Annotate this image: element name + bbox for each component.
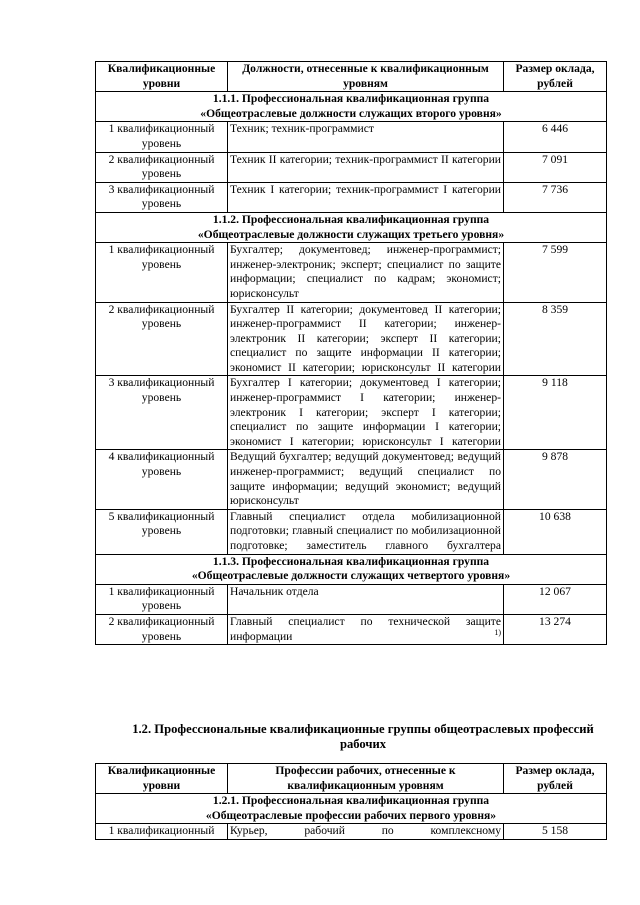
level-cell: 2 квалификационный уровень xyxy=(96,614,228,644)
table-row xyxy=(96,509,607,554)
level-cell: 3 квалификационный уровень xyxy=(96,182,228,212)
positions-cell: Ведущий бухгалтер; ведущий документовед; ведущий инженер-программист; ведущий специалист по защите информации; ведущий экономист; ведущий юрисконсульт xyxy=(228,450,504,509)
level-cell: 1 квалификационный уровень xyxy=(96,584,228,614)
positions-cell: Техник; техник-программист xyxy=(228,122,504,152)
salary-cell: 8 359 xyxy=(504,302,607,376)
table-row xyxy=(96,614,607,644)
salary-cell: 9 878 xyxy=(504,450,607,509)
table-header-row xyxy=(96,62,607,92)
group-title: 1.1.3. Профессиональная квалификационная группа «Общеотраслевые должности служащих четвертого уровня» xyxy=(96,554,607,584)
group-title: 1.1.1. Профессиональная квалификационная группа «Общеотраслевые должности служащих второго уровня» xyxy=(96,92,607,122)
table-row xyxy=(96,302,607,376)
group-header-row xyxy=(96,554,607,584)
positions-cell: Техник I категории; техник-программист I категории xyxy=(228,182,504,212)
salary-cell: 7 091 xyxy=(504,152,607,182)
positions-cell: Техник II категории; техник-программист II категории xyxy=(228,152,504,182)
header-salary: Размер оклада, рублей xyxy=(504,62,607,92)
table-row xyxy=(96,376,607,450)
table-row xyxy=(96,450,607,509)
positions-cell: Начальник отдела xyxy=(228,584,504,614)
header-professions: Профессии рабочих, отнесенные к квалификационным уровням xyxy=(228,764,504,794)
header-levels: Квалификационные уровни xyxy=(96,764,228,794)
positions-cell: Главный специалист по технической защите информации $^{1)}$ xyxy=(228,614,504,644)
salary-cell: 13 274 xyxy=(504,614,607,644)
level-cell: 3 квалификационный уровень xyxy=(96,376,228,450)
salary-table-office-positions xyxy=(95,61,607,645)
table-row xyxy=(96,243,607,302)
section-heading: 1.2. Профессиональные квалификационные группы общеотраслевых профессий рабочих xyxy=(132,722,594,751)
table-row xyxy=(96,584,607,614)
header-salary: Размер оклада, рублей xyxy=(504,764,607,794)
positions-cell: Бухгалтер I категории; документовед I категории; инженер-программист I категории; инженер-электроник I категории; эксперт I категории; специалист по защите информации I категории; экономист I категории; юрисконсульт I категории xyxy=(228,376,504,450)
salary-table-worker-professions xyxy=(95,763,607,840)
level-cell: 2 квалификационный уровень xyxy=(96,302,228,376)
group-header-row xyxy=(96,794,607,824)
footnote-marker: 1) xyxy=(494,627,501,637)
positions-cell: Главный специалист отдела мобилизационной подготовки; главный специалист по мобилизационной подготовке; заместитель главного бухгалтера xyxy=(228,509,504,554)
group-header-row xyxy=(96,212,607,242)
group-header-row xyxy=(96,92,607,122)
positions-cell: Бухгалтер; документовед; инженер-программист; инженер-электроник; эксперт; специалист по защите информации; специалист по кадрам; экономист; юрисконсульт xyxy=(228,243,504,302)
level-cell: 5 квалификационный уровень xyxy=(96,509,228,554)
positions-cell: Бухгалтер II категории; документовед II категории; инженер-программист II категории; инженер-электроник II категории; эксперт II категории; специалист по защите информации II категории; экономист II категории; юрисконсульт II категории xyxy=(228,302,504,376)
salary-cell: 7 736 xyxy=(504,182,607,212)
salary-cell: 7 599 xyxy=(504,243,607,302)
group-title: 1.2.1. Профессиональная квалификационная группа «Общеотраслевые профессии рабочих первого уровня» xyxy=(96,794,607,824)
group-title: 1.1.2. Профессиональная квалификационная группа «Общеотраслевые должности служащих третьего уровня» xyxy=(96,212,607,242)
level-cell: 2 квалификационный уровень xyxy=(96,152,228,182)
salary-cell: 9 118 xyxy=(504,376,607,450)
table-row xyxy=(96,182,607,212)
level-cell: 4 квалификационный уровень xyxy=(96,450,228,509)
salary-cell: 12 067 xyxy=(504,584,607,614)
salary-cell: 5 158 xyxy=(504,824,607,840)
positions-cell: Курьер, рабочий по комплексному xyxy=(228,824,504,840)
salary-cell: 10 638 xyxy=(504,509,607,554)
table-row xyxy=(96,824,607,840)
header-levels: Квалификационные уровни xyxy=(96,62,228,92)
table-row xyxy=(96,152,607,182)
salary-cell: 6 446 xyxy=(504,122,607,152)
level-cell: 1 квалификационный xyxy=(96,824,228,840)
table-row xyxy=(96,122,607,152)
header-positions: Должности, отнесенные к квалификационным уровням xyxy=(228,62,504,92)
table-header-row xyxy=(96,764,607,794)
level-cell: 1 квалификационный уровень xyxy=(96,243,228,302)
level-cell: 1 квалификационный уровень xyxy=(96,122,228,152)
